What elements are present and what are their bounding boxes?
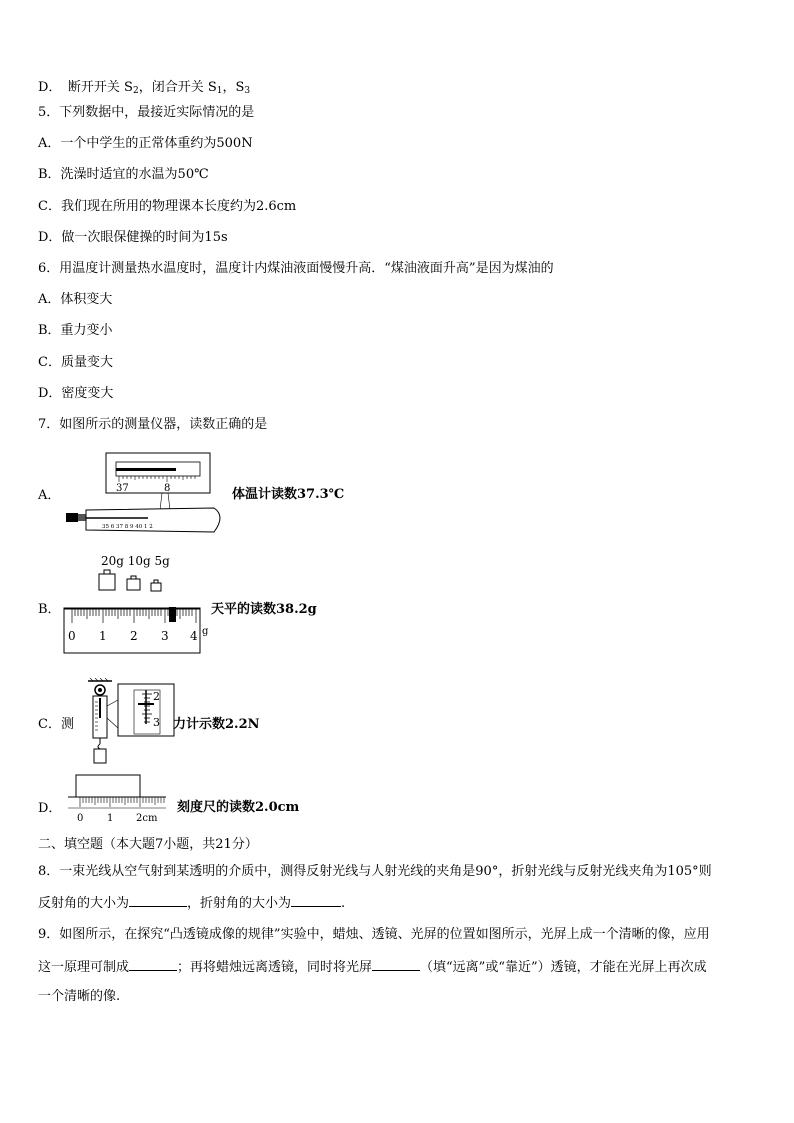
ruler-tick-2cm: 2cm — [136, 813, 158, 824]
spring-zoom-tick-2: 2 — [153, 690, 160, 703]
balance-tick-3: 3 — [161, 629, 169, 643]
q8-line-2: 反射角的大小为 ，折射角的大小为 . — [38, 896, 346, 911]
q7-option-d-caption: 刻度尺的读数2.0cm — [177, 800, 300, 815]
q5-option-d: D．做一次眼保健操的时间为15s — [38, 230, 228, 245]
q8-blank-1[interactable] — [129, 894, 187, 907]
q5-stem: 5．下列数据中，最接近实际情况的是 — [38, 105, 255, 120]
q5-option-b: B．洗澡时适宜的水温为50℃ — [38, 167, 209, 182]
q9-line-3: 一个清晰的像. — [38, 989, 121, 1004]
ruler-figure — [66, 773, 168, 825]
spring-zoom-tick-3: 3 — [153, 716, 160, 729]
ruler-tick-0: 0 — [77, 813, 84, 824]
balance-tick-1: 1 — [99, 629, 107, 643]
q6-option-a: A．体积变大 — [38, 292, 113, 307]
weight-20g-icon — [99, 570, 115, 590]
balance-tick-0: 0 — [68, 629, 76, 643]
balance-unit: g — [202, 626, 209, 637]
spring-scale-figure — [82, 678, 176, 766]
q7-option-c-label: C．测 — [38, 717, 74, 732]
q5-option-a: A．一个中学生的正常体重约为500N — [38, 136, 253, 151]
q7-stem: 7．如图所示的测量仪器，读数正确的是 — [38, 417, 268, 432]
thermo-zoom-tick-37: 37 — [116, 483, 129, 494]
thermo-tube-scale: 35 6 37 8 9 40 1 2 — [102, 524, 153, 530]
thermometer-figure — [64, 452, 230, 534]
section-2-heading: 二、填空题（本大题7小题，共21分） — [38, 837, 258, 852]
q7-option-b-caption: 天平的读数38.2g — [211, 602, 317, 617]
q8-blank-2[interactable] — [291, 894, 341, 907]
q9-blank-2[interactable] — [372, 958, 420, 971]
q8-line-1: 8．一束光线从空气射到某透明的介质中，测得反射光线与人射光线的夹角是90°，折射光线与反射光线夹角为105°则 — [38, 864, 712, 879]
q6-option-c: C．质量变大 — [38, 355, 113, 370]
measured-block — [76, 775, 140, 797]
q9-blank-1[interactable] — [129, 958, 177, 971]
q7-option-a-label: A． — [38, 488, 61, 503]
ruler-tick-1: 1 — [107, 813, 114, 824]
q6-option-b: B．重力变小 — [38, 323, 113, 338]
q9-line-2: 这一原理可制成 ；再将蜡烛远离透镜，同时将光屏 （填“远离”或“靠近”）透镜，才能在光屏上再次成 — [38, 960, 707, 975]
q7-option-b-label: B． — [38, 602, 61, 617]
balance-figure — [62, 568, 212, 654]
q7-option-d-label: D． — [38, 801, 62, 816]
q6-stem: 6．用温度计测量热水温度时，温度计内煤油液面慢慢升高．“煤油液面升高”是因为煤油的 — [38, 261, 554, 276]
weight-5g-icon — [151, 580, 161, 591]
q7-option-c-caption: 力计示数2.2N — [173, 717, 260, 732]
balance-tick-2: 2 — [130, 629, 138, 643]
q4-option-d: D． 断开开关 $S_2$，闭合开关 $S_1$，$S_3$ — [38, 80, 251, 96]
q9-line-1: 9．如图所示，在探究“凸透镜成像的规律”实验中，蜡烛、透镜、光屏的位置如图所示，光屏上成一个清晰的像，应用 — [38, 927, 710, 942]
q5-option-c: C．我们现在所用的物理课本长度约为2.6cm — [38, 199, 297, 214]
weight-10g-icon — [127, 576, 140, 590]
balance-tick-4: 4 — [190, 629, 198, 643]
balance-rider — [169, 607, 176, 622]
weights-label: 20g 10g 5g — [101, 554, 170, 568]
q7-option-a-caption: 体温计读数37.3℃ — [232, 487, 345, 502]
thermo-zoom-tick-8: 8 — [164, 483, 171, 494]
hanging-weight-icon — [94, 749, 106, 763]
q6-option-d: D．密度变大 — [38, 386, 114, 401]
